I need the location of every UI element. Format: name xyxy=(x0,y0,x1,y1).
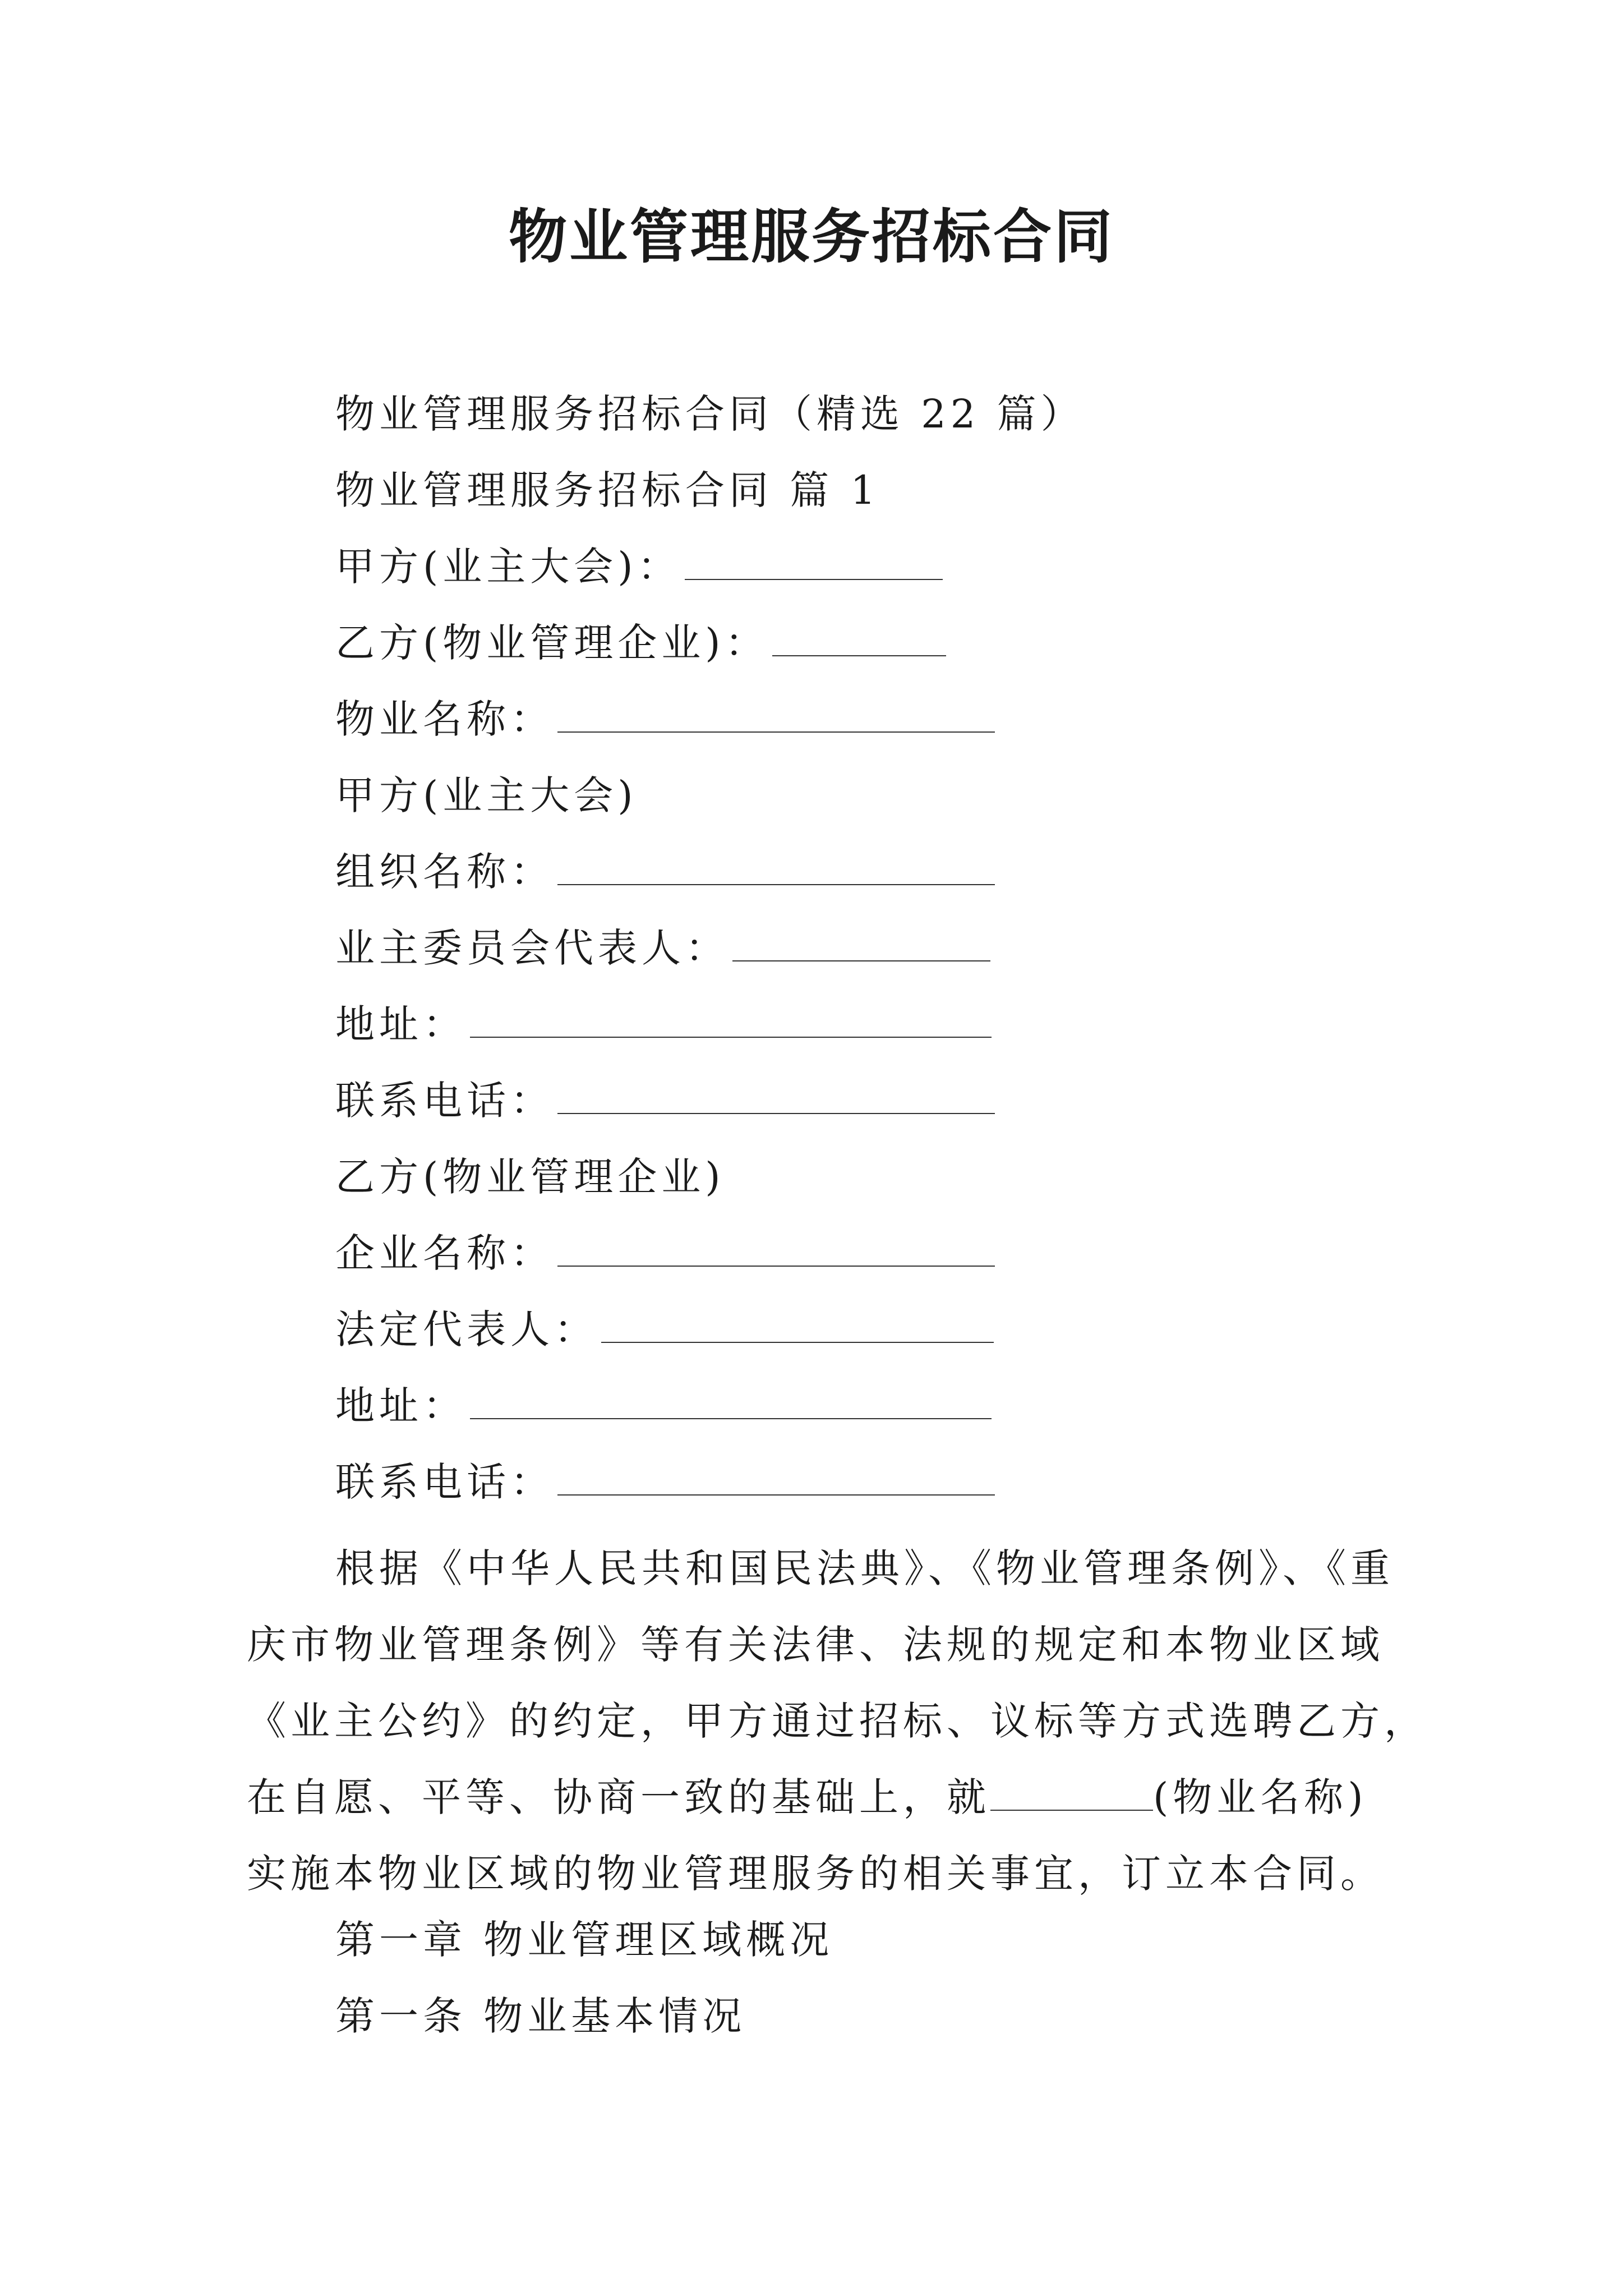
document-title: 物业管理服务招标合同 xyxy=(508,202,1114,271)
property-name-inline-blank xyxy=(990,1770,1153,1811)
address-a-label: 地址： xyxy=(335,1001,467,1047)
party-a-blank xyxy=(685,540,943,580)
legal-rep-line xyxy=(335,1301,994,1358)
party-b-header-line xyxy=(335,615,946,671)
subtitle: 物业管理服务招标合同（精选 22 篇） xyxy=(335,391,1085,437)
paragraph-line-4: 在自愿、平等、协商一致的基础上，就 (物业名称) xyxy=(247,1759,1419,1835)
address-a-line xyxy=(335,996,992,1052)
party-b-header-label: 乙方(物业管理企业)： xyxy=(335,620,769,666)
party-a-header-line xyxy=(335,539,943,595)
paragraph-line-5: 实施本物业区域的物业管理服务的相关事宜，订立本合同。 xyxy=(247,1851,1384,1897)
company-name-label: 企业名称： xyxy=(335,1230,554,1276)
article-heading: 第一条 物业基本情况 xyxy=(335,1993,746,2039)
party-a-title: 甲方(业主大会) xyxy=(335,772,638,818)
org-name-label: 组织名称： xyxy=(335,849,554,895)
address-b-line xyxy=(335,1378,992,1434)
legal-rep-blank xyxy=(601,1303,994,1343)
party-a-header-label: 甲方(业主大会)： xyxy=(335,544,681,590)
phone-b-blank xyxy=(557,1455,995,1496)
phone-a-label: 联系电话： xyxy=(335,1078,554,1124)
property-name-blank xyxy=(557,692,995,733)
committee-rep-blank xyxy=(732,921,990,961)
paragraph-line-3: 《业主公约》的约定，甲方通过招标、议标等方式选聘乙方， xyxy=(247,1698,1428,1744)
phone-b-line xyxy=(335,1454,995,1510)
property-name-label: 物业名称： xyxy=(335,696,554,742)
party-b-blank xyxy=(772,616,946,656)
address-b-blank xyxy=(470,1379,992,1419)
property-name-line xyxy=(335,691,995,747)
address-b-label: 地址： xyxy=(335,1383,467,1429)
paragraph-line-2: 庆市物业管理条例》等有关法律、法规的规定和本物业区域 xyxy=(247,1622,1384,1668)
address-a-blank xyxy=(470,997,992,1038)
org-name-blank xyxy=(557,845,995,885)
section-heading: 物业管理服务招标合同 篇 1 xyxy=(335,467,880,513)
paragraph-line-1: 根据《中华人民共和国民法典》、《物业管理条例》、《重 xyxy=(335,1545,1394,1591)
body-paragraph xyxy=(247,1530,1428,1912)
phone-a-blank xyxy=(557,1074,995,1114)
committee-rep-label: 业主委员会代表人： xyxy=(335,925,729,971)
chapter-heading: 第一章 物业管理区域概况 xyxy=(335,1917,834,1963)
org-name-line xyxy=(335,844,995,900)
company-name-line xyxy=(335,1225,995,1281)
phone-a-line xyxy=(335,1073,995,1129)
legal-rep-label: 法定代表人： xyxy=(335,1306,598,1352)
phone-b-label: 联系电话： xyxy=(335,1459,554,1505)
party-b-title: 乙方(物业管理企业) xyxy=(335,1154,725,1200)
committee-rep-line xyxy=(335,920,990,976)
company-name-blank xyxy=(557,1226,995,1267)
